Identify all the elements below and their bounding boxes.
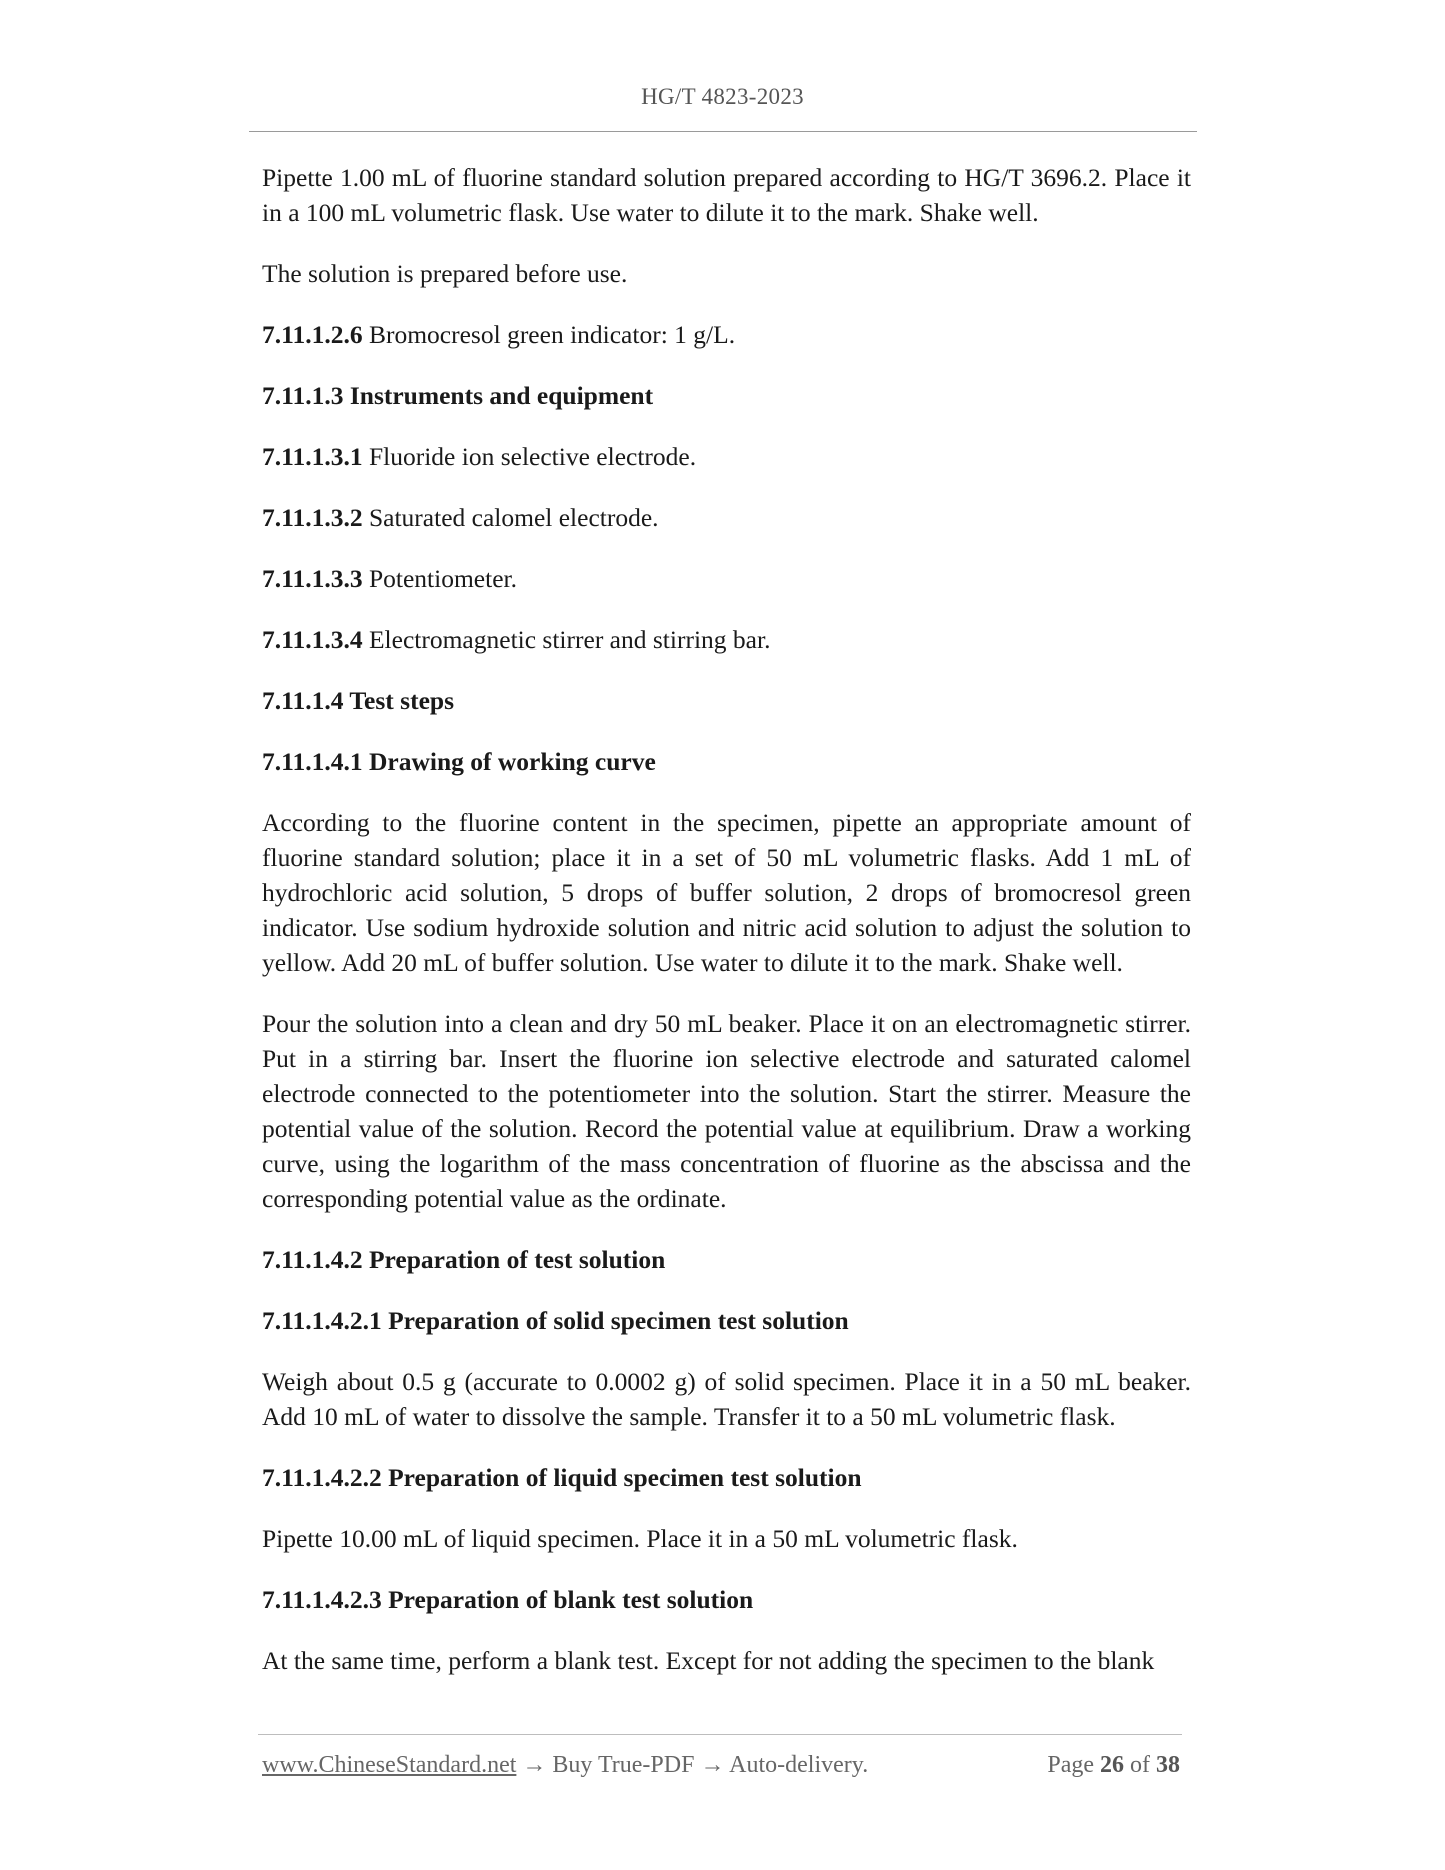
auto-delivery-text: Auto-delivery. xyxy=(729,1752,869,1778)
current-page: 26 xyxy=(1100,1752,1124,1778)
section-title: Preparation of liquid specimen test solution xyxy=(388,1463,862,1492)
clause-number: 7.11.1.2.6 xyxy=(262,320,363,349)
body-paragraph: The solution is prepared before use. xyxy=(262,259,628,288)
section-title: Preparation of blank test solution xyxy=(388,1585,754,1614)
clause-text: Fluoride ion selective electrode. xyxy=(368,442,697,471)
section-title: Preparation of test solution xyxy=(368,1245,666,1274)
section-heading xyxy=(262,683,1191,718)
section-title: Drawing of working curve xyxy=(368,747,656,776)
section-heading xyxy=(262,744,1191,779)
header-divider xyxy=(249,131,1197,132)
page-label: Page xyxy=(1047,1752,1094,1778)
buy-pdf-text: Buy True-PDF xyxy=(552,1752,695,1778)
clause-item xyxy=(262,439,1191,474)
section-title: Test steps xyxy=(349,686,455,715)
body-paragraph: According to the fluorine content in the specimen, pipette an appropriate amount of fluorine standard solution; place it in a set of 50 mL volumetric flasks. Add 1 mL of hydrochloric acid solution, 5 drops of buffer solution, 2 drops of bromocresol green indicator. Use sodium hydroxide solution and nitric acid solution to adjust the solution to yellow. Add 20 mL of buffer solution. Use water to dilute it to the mark. Shake well. xyxy=(262,808,1191,977)
body-paragraph: Pour the solution into a clean and dry 50 mL beaker. Place it on an electromagnetic stirrer. Put in a stirring bar. Insert the fluorine ion selective electrode and saturated calomel electrode connected to the potentiometer into the solution. Start the stirrer. Measure the potential value of the solution. Record the potential value at equilibrium. Draw a working curve, using the logarithm of the mass concentration of fluorine as the abscissa and the corresponding potential value as the ordinate. xyxy=(262,1009,1191,1213)
clause-item xyxy=(262,500,1191,535)
section-number: 7.11.1.4.2 xyxy=(262,1245,363,1274)
footer-links xyxy=(262,1752,868,1779)
running-header: HG/T 4823-2023 xyxy=(641,84,804,109)
section-number: 7.11.1.4.1 xyxy=(262,747,363,776)
section-heading xyxy=(262,1303,1191,1338)
footer-divider xyxy=(258,1734,1182,1735)
site-link[interactable]: www.ChineseStandard.net xyxy=(262,1752,517,1778)
section-heading xyxy=(262,1460,1191,1495)
clause-number: 7.11.1.3.1 xyxy=(262,442,363,471)
clause-text: Bromocresol green indicator: 1 g/L. xyxy=(368,320,736,349)
section-number: 7.11.1.3 xyxy=(262,381,344,410)
section-number: 7.11.1.4.2.2 xyxy=(262,1463,382,1492)
of-label: of xyxy=(1130,1752,1150,1778)
section-number: 7.11.1.4 xyxy=(262,686,344,715)
arrow-icon: → xyxy=(700,1752,725,1778)
arrow-icon: → xyxy=(522,1752,547,1778)
clause-number: 7.11.1.3.3 xyxy=(262,564,363,593)
clause-item xyxy=(262,317,1191,352)
clause-text: Saturated calomel electrode. xyxy=(368,503,659,532)
clause-item xyxy=(262,622,1191,657)
body-paragraph: At the same time, perform a blank test. Except for not adding the specimen to the blank xyxy=(262,1646,1155,1675)
section-heading xyxy=(262,378,1191,413)
clause-number: 7.11.1.3.2 xyxy=(262,503,363,532)
document-body xyxy=(262,160,1191,1704)
clause-text: Potentiometer. xyxy=(368,564,517,593)
body-paragraph: Weigh about 0.5 g (accurate to 0.0002 g) of solid specimen. Place it in a 50 mL beaker. Add 10 mL of water to dissolve the sample. Transfer it to a 50 mL volumetric flask. xyxy=(262,1367,1191,1431)
clause-text: Electromagnetic stirrer and stirring bar. xyxy=(368,625,771,654)
section-title: Instruments and equipment xyxy=(349,381,654,410)
body-paragraph: Pipette 10.00 mL of liquid specimen. Place it in a 50 mL volumetric flask. xyxy=(262,1524,1018,1553)
clause-item xyxy=(262,561,1191,596)
total-pages: 38 xyxy=(1156,1752,1180,1778)
section-number: 7.11.1.4.2.3 xyxy=(262,1585,382,1614)
page-number xyxy=(1047,1752,1180,1779)
clause-number: 7.11.1.3.4 xyxy=(262,625,363,654)
section-number: 7.11.1.4.2.1 xyxy=(262,1306,382,1335)
body-paragraph: Pipette 1.00 mL of fluorine standard solution prepared according to HG/T 3696.2. Place it in a 100 mL volumetric flask. Use water to dilute it to the mark. Shake well. xyxy=(262,163,1191,227)
section-title: Preparation of solid specimen test solution xyxy=(388,1306,849,1335)
section-heading xyxy=(262,1582,1191,1617)
section-heading xyxy=(262,1242,1191,1277)
